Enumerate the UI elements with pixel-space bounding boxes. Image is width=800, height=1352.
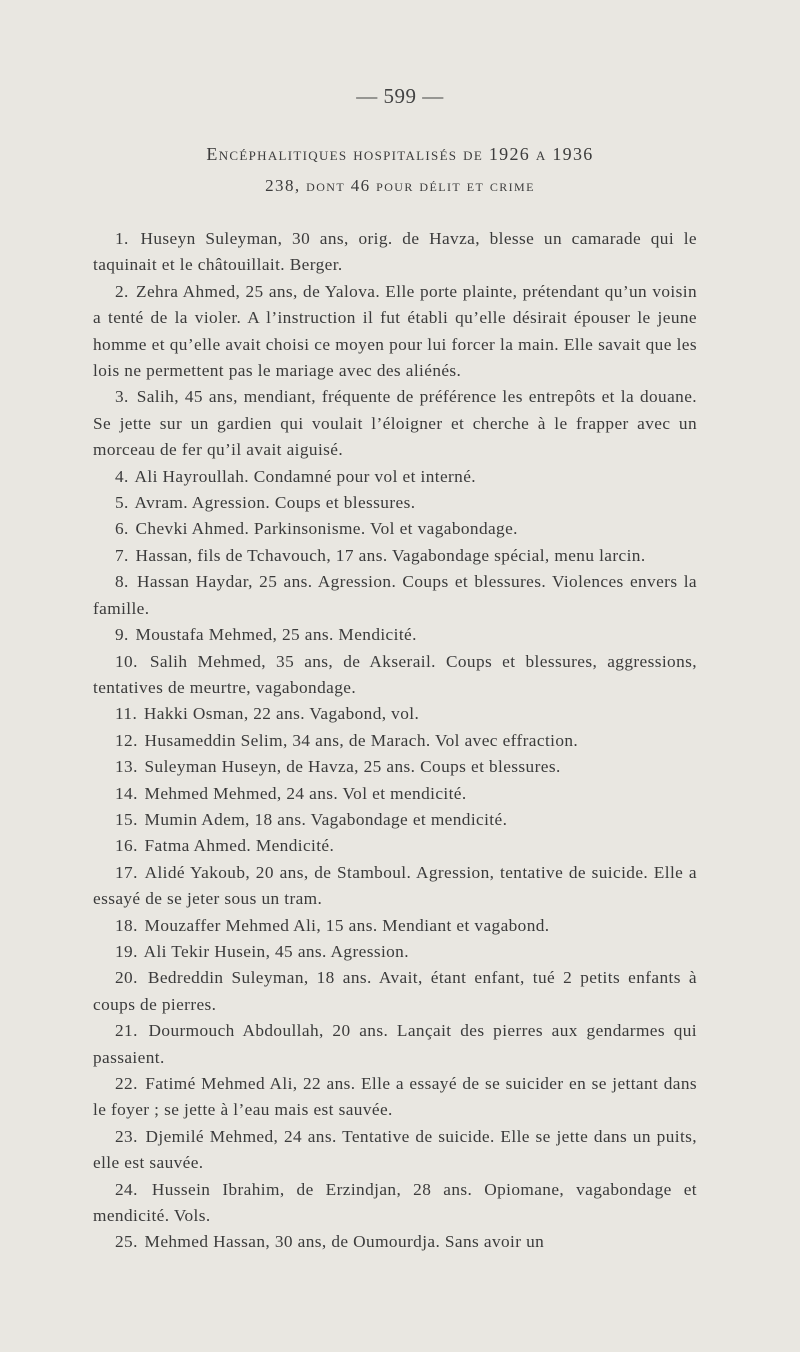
case-text: Salih Mehmed, 35 ans, de Akserail. Coups et blessures, aggressions, tentatives de meurtre, vagabondage. [93,651,697,697]
case-number: 5. [115,493,129,513]
case-number: 21. [115,1021,138,1041]
case-text: Avram. Agression. Coups et blessures. [134,493,416,513]
case-text: Hassan Haydar, 25 ans. Agression. Coups et blessures. Violences envers la famille. [93,572,697,618]
case-number: 12. [115,730,138,750]
case-entry [93,1124,697,1177]
case-text: Husameddin Selim, 34 ans, de Marach. Vol avec effraction. [144,730,579,750]
case-text: Bedreddin Suleyman, 18 ans. Avait, étant enfant, tué 2 petits enfants à coups de pierres. [93,968,697,1014]
case-text: Zehra Ahmed, 25 ans, de Yalova. Elle porte plainte, prétendant qu’un voisin a tenté de la violer. A l’instruction il fut établi qu’elle désirait épouser le jeune homme et qu’elle avait choisi ce moyen pour lui forcer la main. Elle savait que les lois ne permettent pas le mariage avec des aliénés. [93,281,697,381]
case-text: Ali Tekir Husein, 45 ans. Agression. [143,941,409,961]
case-entry [93,516,697,542]
case-number: 8. [115,572,129,592]
case-number: 16. [115,836,138,856]
case-entry [93,939,697,965]
case-number: 17. [115,862,138,882]
case-entry [93,965,697,1018]
case-number: 15. [115,809,138,829]
case-number: 10. [115,651,138,671]
case-text: Dourmouch Abdoullah, 20 ans. Lançait des pierres aux gendarmes qui passaient. [93,1021,697,1067]
case-number: 13. [115,757,138,777]
case-entry [93,860,697,913]
case-number: 9. [115,625,129,645]
case-number: 2. [115,281,129,301]
case-text: Huseyn Suleyman, 30 ans, orig. de Havza, blesse un camarade qui le taquinait et le châtouillait. Berger. [93,229,697,275]
case-entry [93,1229,697,1255]
case-text: Salih, 45 ans, mendiant, fréquente de préférence les entrepôts et la douane. Se jette sur un gardien qui voulait l’éloigner et cherche à le frapper avec un morceau de fer qu’il avait aiguisé. [93,387,697,460]
page-number: — 599 — [356,84,444,108]
section-title: Encéphalitiques hospitalisés de 1926 a 1936 [206,144,594,164]
case-entry [93,384,697,463]
case-number: 24. [115,1179,138,1199]
case-entry [93,728,697,754]
case-number: 11. [115,704,138,724]
case-number: 20. [115,968,138,988]
case-number: 6. [115,519,129,539]
case-number: 18. [115,915,138,935]
case-text: Hussein Ibrahim, de Erzindjan, 28 ans. Opiomane, vagabondage et mendicité. Vols. [93,1179,697,1226]
case-number: 1. [115,229,129,248]
case-entry [93,279,697,385]
case-entry [93,569,697,622]
case-text: Moustafa Mehmed, 25 ans. Mendicité. [135,625,417,645]
case-number: 19. [115,941,138,961]
case-entry [93,833,697,859]
case-number: 22. [115,1074,138,1093]
case-number: 23. [115,1126,138,1146]
section-subtitle: 238, dont 46 pour délit et crime [265,176,535,195]
case-entry [93,649,697,702]
case-text: Hakki Osman, 22 ans. Vagabond, vol. [143,704,420,724]
case-entry [93,701,697,727]
case-text: Mouzaffer Mehmed Ali, 15 ans. Mendiant et vagabond. [144,915,550,935]
case-text: Ali Hayroullah. Condamné pour vol et interné. [134,466,477,486]
case-entry [93,464,697,490]
case-text: Mehmed Mehmed, 24 ans. Vol et mendicité. [144,783,467,803]
case-text: Mehmed Hassan, 30 ans, de Oumourdja. Sans avoir un [144,1232,545,1252]
case-entry [93,543,697,569]
case-entry [93,622,697,648]
case-text: Djemilé Mehmed, 24 ans. Tentative de suicide. Elle se jette dans un puits, elle est sauvée. [93,1126,697,1173]
case-entry [93,1018,697,1071]
case-entry [93,754,697,780]
case-entry [93,1177,697,1230]
case-entry [93,490,697,516]
case-list [93,226,697,1256]
case-text: Fatimé Mehmed Ali, 22 ans. Elle a essayé de se suicider en se jettant dans le foyer ; se jette à l’eau mais est sauvée. [93,1074,697,1120]
case-text: Suleyman Huseyn, de Havza, 25 ans. Coups et blessures. [144,757,561,777]
case-entry [93,807,697,833]
case-entry [93,781,697,807]
case-entry [93,226,697,279]
case-text: Mumin Adem, 18 ans. Vagabondage et mendicité. [144,809,508,829]
case-entry [93,913,697,939]
case-number: 7. [115,545,129,565]
case-number: 4. [115,466,129,486]
case-text: Hassan, fils de Tchavouch, 17 ans. Vagabondage spécial, menu larcin. [135,545,646,565]
case-number: 3. [115,387,129,407]
case-text: Chevki Ahmed. Parkinsonisme. Vol et vagabondage. [135,519,518,539]
case-text: Alidé Yakoub, 20 ans, de Stamboul. Agression, tentative de suicide. Elle a essayé de se jeter sous un tram. [93,862,697,909]
case-entry [93,1071,697,1124]
case-number: 14. [115,783,138,803]
case-number: 25. [115,1232,138,1252]
case-text: Fatma Ahmed. Mendicité. [144,836,335,856]
